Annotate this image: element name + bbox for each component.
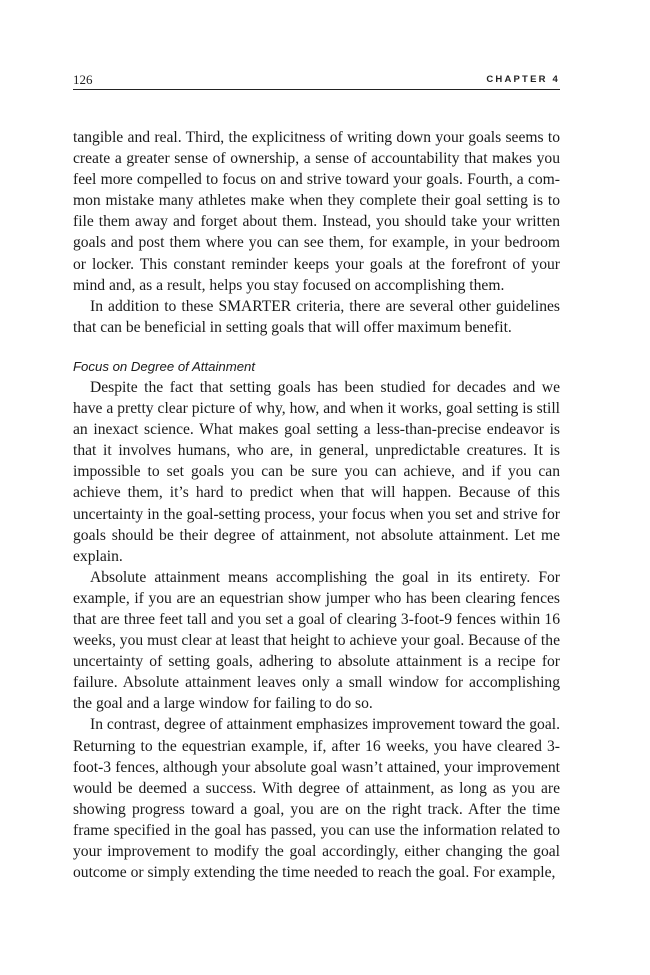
- paragraph-1: tangible and real. Third, the explicitness of writing down your goals seems to create a greater sense of ownership, a sense of accountability that makes you feel more compelled to focus on and strive toward your goals. Fourth, a common mistake many athletes make when they complete their goal setting is to file them away and forget about them. Instead, you should take your written goals and post them where you can see them, for example, in your bedroom or locker. This constant reminder keeps your goals at the forefront of your mind and, as a result, helps you stay focused on accomplishing them.: [73, 129, 560, 294]
- body-text: [73, 127, 560, 883]
- paragraph-3: Despite the fact that setting goals has been studied for decades and we have a pretty clear picture of why, how, and when it works, goal setting is still an inexact science. What makes goal setting a less-than-precise endeavor is that it involves humans, who are, in general, unpredictable creatures. It is impossible to set goals you can be sure you can achieve, and if you can achieve them, it’s hard to predict when that will happen. Because of this uncertainty in the goal-setting process, your focus when you set and strive for goals should be their degree of attainment, not absolute attainment. Let me explain.: [73, 378, 560, 565]
- section-subheading: Focus on Degree of Attainment: [73, 358, 256, 374]
- running-head: [73, 73, 560, 90]
- paragraph-2: In addition to these SMARTER criteria, there are several other guidelines that can be beneficial in setting goals that will offer maximum benefit.: [73, 297, 560, 336]
- page-number: 126: [73, 72, 93, 87]
- paragraph-5: In contrast, degree of attainment emphasizes improvement toward the goal. Returning to the equestrian example, if, after 16 weeks, you have cleared 3-foot-3 fences, although your absolute goal wasn’t attained, your improvement would be deemed a success. With degree of attainment, as long as you are showing progress toward a goal, you are on the right track. After the time frame specified in the goal has passed, you can use the information related to your improvement to modify the goal accordingly, either changing the goal outcome or simply extending the time needed to reach the goal. For example,: [73, 716, 560, 882]
- chapter-label: CHAPTER 4: [486, 74, 560, 85]
- paragraph-4: Absolute attainment means accomplishing the goal in its entirety. For example, if you are an equestrian show jumper who has been clearing fences that are three feet tall and you set a goal of clearing 3-foot-9 fences within 16 weeks, you must clear at least that height to achieve your goal. Because of the uncertainty of setting goals, adhering to absolute attainment is a recipe for failure. Absolute attainment leaves only a small window for accomplishing the goal and a large window for failing to do so.: [73, 568, 560, 713]
